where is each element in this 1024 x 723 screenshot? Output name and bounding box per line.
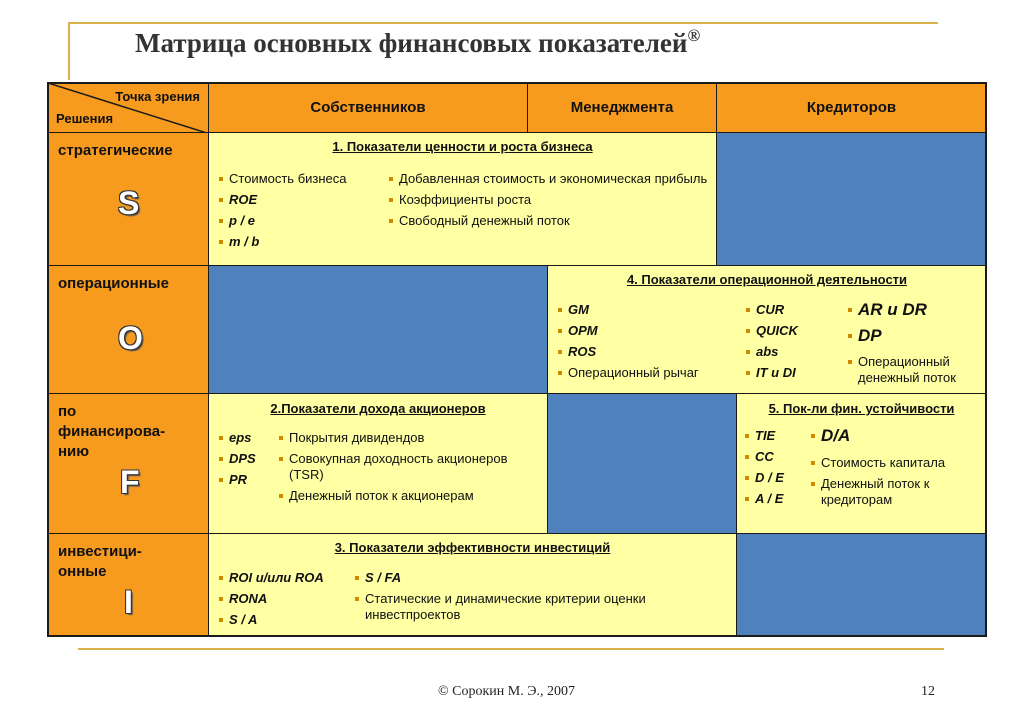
row-label-investment: инвестици-онные I [47,533,209,637]
list-item: Статические и динамические критерии оценки инвестпроектов [355,591,695,623]
list-item: Свободный денежный поток [389,213,709,229]
strategic-title: 1. Показатели ценности и роста бизнеса [332,139,593,154]
investment-title: 3. Показатели эффективности инвестиций [334,540,611,555]
column-header-management: Менеджмента [527,82,717,133]
page-title: Матрица основных финансовых показателей® [135,26,701,58]
list-item: abs [746,344,836,360]
list-item: eps [219,430,279,446]
list-item: S / A [219,612,349,628]
list-item: D / E [745,470,805,486]
row-label-financing: по финансирова-нию F [47,393,209,534]
list-item: GM [558,302,738,318]
row-label-operational: операционные O [47,265,209,394]
row-letter-i: I [124,584,133,620]
list-item: Коэффициенты роста [389,192,709,208]
row-label-strategic: стратегические S [47,132,209,266]
footer-copyright: © Сорокин М. Э., 2007 [438,684,575,699]
list-item: Денежный поток к кредиторам [811,476,981,508]
list-item: Операционный денежный поток [848,354,978,386]
list-item: CC [745,449,805,465]
list-item: p / e [219,213,379,229]
list-item: D/A [811,426,981,446]
list-item: OPM [558,323,738,339]
list-item: ROE [219,192,379,208]
list-item: QUICK [746,323,836,339]
list-item: PR [219,472,279,488]
list-item: AR и DR [848,300,978,320]
matrix-frame-overlay [47,82,987,637]
shareholders-title: 2.Показатели дохода акционеров [270,401,486,416]
list-item: CUR [746,302,836,318]
stability-title: 5. Пок-ли фин. устойчивости [768,401,955,416]
list-item: Стоимость бизнеса [219,171,379,187]
column-header-creditors: Кредиторов [716,82,987,133]
list-item: IT и DI [746,365,836,381]
list-item: Денежный поток к акционерам [279,488,541,504]
list-item: Добавленная стоимость и экономическая прибыль [389,171,709,187]
row-letter-o: O [118,320,143,356]
list-item: A / E [745,491,805,507]
row-letter-f: F [120,464,140,500]
list-item: Совокупная доходность акционеров (TSR) [279,451,541,483]
list-item: DP [848,326,978,346]
list-item: TIE [745,428,805,444]
bottom-rule [78,648,944,650]
left-rule [68,22,70,80]
list-item: ROI и/или ROA [219,570,349,586]
list-item: Стоимость капитала [811,455,981,471]
list-item: S / FA [355,570,695,586]
list-item: m / b [219,234,379,250]
column-header-owners: Собственников [208,82,528,133]
list-item: Покрытия дивидендов [279,430,541,446]
list-item: Операционный рычаг [558,365,738,381]
list-item: RONA [219,591,349,607]
operational-title: 4. Показатели операционной деятельности [626,272,908,287]
row-letter-s: S [118,185,140,221]
corner-top-label: Точка зрения [115,89,200,104]
list-item: DPS [219,451,279,467]
page-number: 12 [921,684,935,699]
top-rule [68,22,938,24]
list-item: ROS [558,344,738,360]
corner-bottom-label: Решения [56,111,114,126]
